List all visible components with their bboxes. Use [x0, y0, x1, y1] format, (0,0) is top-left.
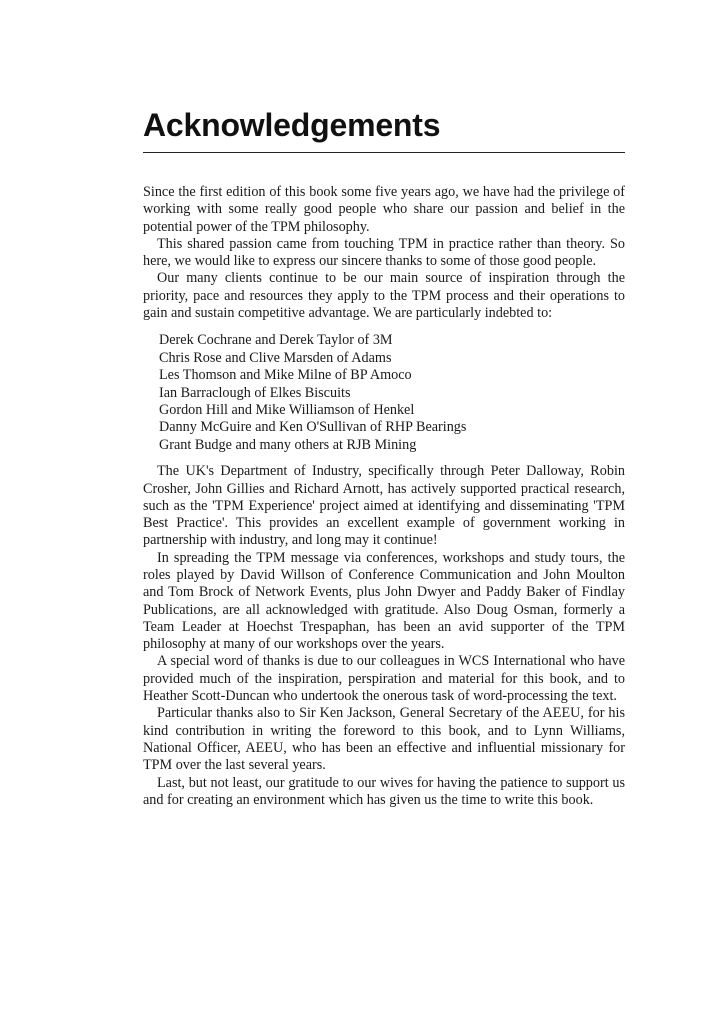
list-item: Ian Barraclough of Elkes Biscuits: [159, 384, 351, 401]
list-item: Danny McGuire and Ken O'Sullivan of RHP Bearings: [159, 419, 467, 436]
list-item: Les Thomson and Mike Milne of BP Amoco: [159, 367, 412, 384]
outro-section: [143, 463, 625, 809]
title-rule: [143, 152, 625, 153]
paragraph-clients: Our many clients continue to be our main source of inspiration through the priority, pace and resources they apply to the TPM process and their operations to gain and sustain competitive advantage. We are particularly indebted to:: [143, 270, 625, 322]
paragraph-department-of-industry: The UK's Department of Industry, specifically through Peter Dalloway, Robin Crosher, John Gillies and Richard Arnott, has actively supported practical research, such as the 'TPM Experience' project aimed at identifying and disseminating 'TPM Best Practice'. This provides an excellent example of government working in partnership with industry, and long may it continue!: [143, 463, 625, 549]
document-page: [143, 105, 625, 809]
list-item: Grant Budge and many others at RJB Mining: [159, 436, 417, 453]
list-item: Chris Rose and Clive Marsden of Adams: [159, 349, 392, 366]
paragraph-shared-passion: This shared passion came from touching TPM in practice rather than theory. So here, we would like to express our sincere thanks to some of those good people.: [143, 235, 625, 270]
paragraph-colleagues: A special word of thanks is due to our colleagues in WCS International who have provided much of the inspiration, perspiration and material for this book, and to Heather Scott-Duncan who undertook the onerous task of word-processing the text.: [143, 653, 625, 705]
list-item: Gordon Hill and Mike Williamson of Henkel: [159, 402, 415, 418]
paragraph-foreword-thanks: Particular thanks also to Sir Ken Jackson, General Secretary of the AEEU, for his kind contribution in writing the foreword to this book, and to Lynn Williams, National Officer, AEEU, who has been an effective and influential missionary for TPM over the last several years.: [143, 705, 625, 774]
client-list: [143, 332, 625, 454]
intro-section: [143, 184, 625, 322]
paragraph-wives: Last, but not least, our gratitude to our wives for having the patience to support us and for creating an environment which has given us the time to write this book.: [143, 774, 625, 808]
list-item: Derek Cochrane and Derek Taylor of 3M: [159, 332, 393, 349]
page-title: Acknowledgements: [143, 107, 441, 143]
paragraph-first-edition: Since the first edition of this book some five years ago, we have had the privilege of working with some really good people who share our passion and belief in the potential power of the TPM philosophy.: [143, 184, 625, 235]
paragraph-spreading-message: In spreading the TPM message via conferences, workshops and study tours, the roles played by David Willson of Conference Communication and John Moulton and Tom Brock of Network Events, plus John Dwyer and Paddy Baker of Findlay Publications, are all acknowledged with gratitude. Also Doug Osman, formerly a Team Leader at Hoechst Trespaphan, has been an avid supporter of the TPM philosophy at many of our workshops over the years.: [143, 549, 625, 653]
